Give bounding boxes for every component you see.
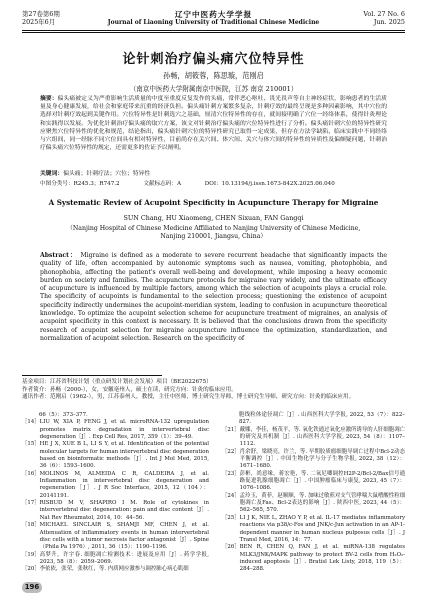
reference-text: 戴娜，李佳，杨茂平，等. 氧化铁通过氧化应激所诱导的人肝细胞凋亡的研究及其机制［J］. 山西医科大学学报, 2023, 54（8）：1107–1112.: [239, 426, 405, 448]
reference-text: LIU W, XIA P, FENG J, et al. microRNA-132 upregulation promotes matrix degradation in intervertebral disc degeneration［J］. Exp Cell Res, 2017, 359（1）：39–49.: [39, 419, 209, 441]
reference-number: ［22］: [222, 448, 240, 455]
reference-text: RISBUD M V, SHAPIRO I M. Role of cytokines in intervertebral disc degeneration: pain and disc content［J］. Nat Rev Rheumatol, 2014, 10：44–56.: [39, 500, 209, 521]
affiliation-cn: （南京中医药大学附属南京中医院，江苏 南京 210001）: [129, 85, 298, 93]
reference-number: ［15］: [22, 441, 40, 448]
reference-text: LI J K, NIE L, ZHAO Y P, et al. IL-17 mediates inflammatory reactions via p38/c-Fos and JNK/c-Jun activation in an AP-1-dependent manner in human nucleus pulposus cells［J］. J Transl Med, 2016, 14：77.: [239, 514, 405, 543]
reference-item: [22, 419, 209, 441]
reference-item: [22, 566, 209, 573]
journal-name-en: Journal of Liaoning University of Traditional Chinese Medicine: [107, 19, 320, 26]
reference-item: [222, 515, 405, 544]
reference-item: [22, 412, 209, 419]
classification-meta: [40, 179, 387, 187]
reference-text: 李依依，张荣，张秋红，等. 内质网应激参与调控肺心病心肌细: [39, 566, 189, 573]
header-right: [363, 10, 405, 26]
reference-text: 胞线粒体途径凋亡［J］. 山西医科大学学报, 2022, 53（7）：822–827.: [239, 412, 405, 426]
reference-item: [222, 471, 405, 493]
volume-cn: 第27卷第6期: [22, 10, 60, 18]
footnotes: [22, 379, 405, 402]
date-cn: 2025年6月: [22, 18, 56, 26]
doi: DOI：10.13194/j.issn.1673-842X.2025.06.040: [204, 181, 335, 187]
authors-cn: 孙畅，胡筱蓉，陈思璇，范刚启: [163, 71, 264, 80]
reference-number: ［25］: [222, 514, 240, 521]
reference-number: ［14］: [22, 419, 40, 426]
references-right-column: [222, 412, 405, 574]
reference-text: BEN R, CHEN Q, FAN J, et al. miRNA-138 regulates MLK3/JNK/MAPK pathway to protect BV-2 cells from H₂O₂-induced apoptosis［J］. Bratisl Lek Listy, 2018, 119（5）：284–288.: [239, 544, 405, 573]
reference-text: HE J X, XUE B L, LI S Y, et al. Identification of the potential molecular targets for human intervertebral disc degeneration based on bioinformatic methods［J］. Int J Mol Med, 2015, 36（6）：1593–1600.: [39, 441, 209, 470]
reference-text: MOLINOS M, ALMEIDA C R, CALDEIRA J, et al. Inflammation in intervertebral disc degeneration and regeneration［J］. J R Soc Interface, 2015, 12（104）：20141191.: [39, 470, 209, 499]
authors-en: SUN Chang, HU Xiaomeng, CHEN Sixuan, FAN Gangqi: [123, 214, 304, 222]
journal-header: [22, 10, 405, 38]
reference-text: 孟玲玉，黄菲，赵顺顺，等. 加味过敏煎对支气管哮喘大鼠嗜酸性粒细胞凋亡及Fas、Bcl-2表达的影响［J］. 陕西中医, 2023, 44（5）：562–565, 570.: [239, 492, 405, 514]
reference-item: [222, 427, 405, 449]
reference-number: [222, 412, 239, 427]
abstract-en: [40, 252, 387, 343]
date-en: Jun. 2025: [373, 18, 405, 26]
reference-number: ［23］: [222, 470, 240, 477]
header-rule-thick: [22, 30, 405, 31]
keywords-label: 关键词：: [40, 171, 64, 177]
header-left: [22, 10, 60, 26]
reference-number: ［26］: [222, 544, 240, 551]
page-number: 196: [22, 582, 42, 593]
volume-en: Vol. 27 No. 6: [363, 10, 405, 18]
reference-text: 高梦升，许宇春. 细胞凋亡检测技术：进展及应用［J］. 药学学报, 2023, 58（8）：2059–2069.: [39, 551, 209, 565]
reference-item: [22, 552, 209, 567]
reference-text: MICHAEL SINCLAIR S, SHAMJI MF, CHEN J, et al. Attenuation of inflammatory events in human intervertebral disc cells with a tumor necrosis factor antagonist［J］. Spine（Phila Pa 1976）, 2011, 36（15）：1190–1196.: [39, 522, 209, 551]
reference-number: ［18］: [22, 522, 40, 529]
corresponding-note: 通讯作者：范刚启（1962-），男，江苏泰州人，教授，主任中医师，博士研究生导师，博士研究生导师，研究方向：针灸的临床应用。: [22, 394, 355, 401]
reference-item: [22, 441, 209, 470]
reference-item: [222, 412, 405, 427]
keywords-text: 偏头痛；针刺疗法；穴位；特异性: [63, 171, 151, 177]
clc-number: 中图分类号：R245.3；R747.2: [40, 181, 120, 187]
article-title-en: A Systematic Review of Acupoint Specificity in Acupuncture Therapy for Migraine: [48, 198, 379, 207]
reference-item: [22, 500, 209, 522]
reference-number: ［16］: [22, 470, 40, 477]
document-code: 文献标志码：A: [143, 181, 181, 187]
abstract-en-label: Abstract：: [40, 252, 78, 259]
reference-item: [222, 493, 405, 515]
article-title-cn: 论针刺治疗偏头痛穴位特异性: [122, 52, 305, 67]
reference-number: ［20］: [22, 566, 40, 573]
header-center: [92, 10, 335, 27]
reference-item: [22, 522, 209, 551]
journal-name-cn: 辽宁中医药大学学报: [174, 10, 253, 19]
reference-number: ［19］: [22, 551, 40, 558]
affiliation-en: （Nanjing Hospital of Chinese Medicine Affiliated to Nanjing University of Chinese Medicine, Nanjing 210001, Jiangsu, China）: [66, 225, 361, 240]
reference-item: [22, 471, 209, 500]
reference-number: ［24］: [222, 492, 240, 499]
references-left-column: [22, 412, 209, 574]
reference-item: [222, 544, 405, 573]
keywords-cn: [40, 168, 387, 177]
fund-note: 基金项目：江苏省科技计划（重点研发计划社会发展）项目（BE2022675）: [22, 379, 212, 385]
abstract-cn-label: 摘要：: [40, 96, 58, 102]
header-rule-thin: [22, 32, 405, 33]
reference-number: ［17］: [22, 500, 40, 507]
abstract-en-text: Migraine is defined as a moderate to severe recurrent headache that significantly impacts the quality of life, often accompanied by autonomic symptoms such as nausea, vomiting, photophobia, and phonophobia, affecting the patient's overall well-being and development, while imposing a heavy economic burden on society and families. The acupuncture protocols for migraine vary widely, and the ultimate efficacy of acupuncture is influenced by multiple factors, among which the selection of acupoints plays a crucial role. The specificity of acupoints is fundamental to the selection process; questioning the existence of acupoint specificity indirectly undermines the acupoint-meridian system, leading to confusion in acupuncture theoretical knowledge. To optimize the acupoint selection scheme for acupuncture treatment of migraines, an analysis of acupoint specificity in this context is necessary. It is believed that the conclusions drawn from the specificity research of acupoint selection for migraine acupuncture influence the optimization, standardization, and normalization of acupoint selection. Research on the specificity of: [40, 252, 388, 342]
abstract-cn: [40, 95, 387, 152]
reference-text: 66（5）：373–377.: [39, 412, 88, 418]
author-note: 作者简介：孙畅（2000-），女，安徽亳州人，硕士在读，研究方向：针灸的临床应用。: [22, 386, 237, 393]
reference-text: 彭彬，尚意缘，蒋宏艳，等. 二氧尼卿调控H2P-2/Bcl-2/Bax信号通路促进乳腺细胞凋亡［J］. 中国肿瘤临床与康复, 2023, 45（7）：1076–1086.: [239, 470, 405, 492]
abstract-cn-text: 偏头痛被定义为严重影响生活质量的中度至重度反复发作的头痛，常伴恶心呕吐、畏光畏声等自主神经症状，影响患者的生活质量及身心健康发展，给社会和家庭带来沉重的经济负担。偏头痛针刺方案繁多复杂，针刺疗效的最终呈现是多种因素影响，其中穴位的选择对针刺疗效起到关键作用。穴位特异性是针刺选穴之基础，厘清穴位特异性的存在，就间接明确了穴位一经络体系，使得针灸理论和实践得以发展。为优化针刺治疗偏头痛的取穴方案，该文对针刺治疗偏头痛的穴位特异性进行了分析。偏头痛针刺穴位的特异性研究应聚焦穴位特异性的优化和规范，结论指出，偏头痛针刺穴位的特异性研究已取得一定成果，但存在方法学缺陷、临床实践中不同经络与穴组间，同一经脉不同穴位间具有相对特异性，目前尚存在关穴间、体穴间、关穴与体穴间的特异性的异质性及偏颇疑问题，针刺治疗偏头痛穴位特异性的规定，还需更多的佐证予以阐明。: [40, 96, 387, 152]
reference-text: 肖余舒，梁晓亮，许兰，等. 早期胶质瘤细胞导调亡过程中Bcl-2动态平衡调控［J］. 中国生物化学与分子生物学报, 2022, 38（12）：1671–1680.: [239, 448, 405, 470]
reference-item: [222, 449, 405, 471]
reference-number: ［21］: [222, 426, 240, 433]
footnote-rule: [22, 375, 162, 376]
